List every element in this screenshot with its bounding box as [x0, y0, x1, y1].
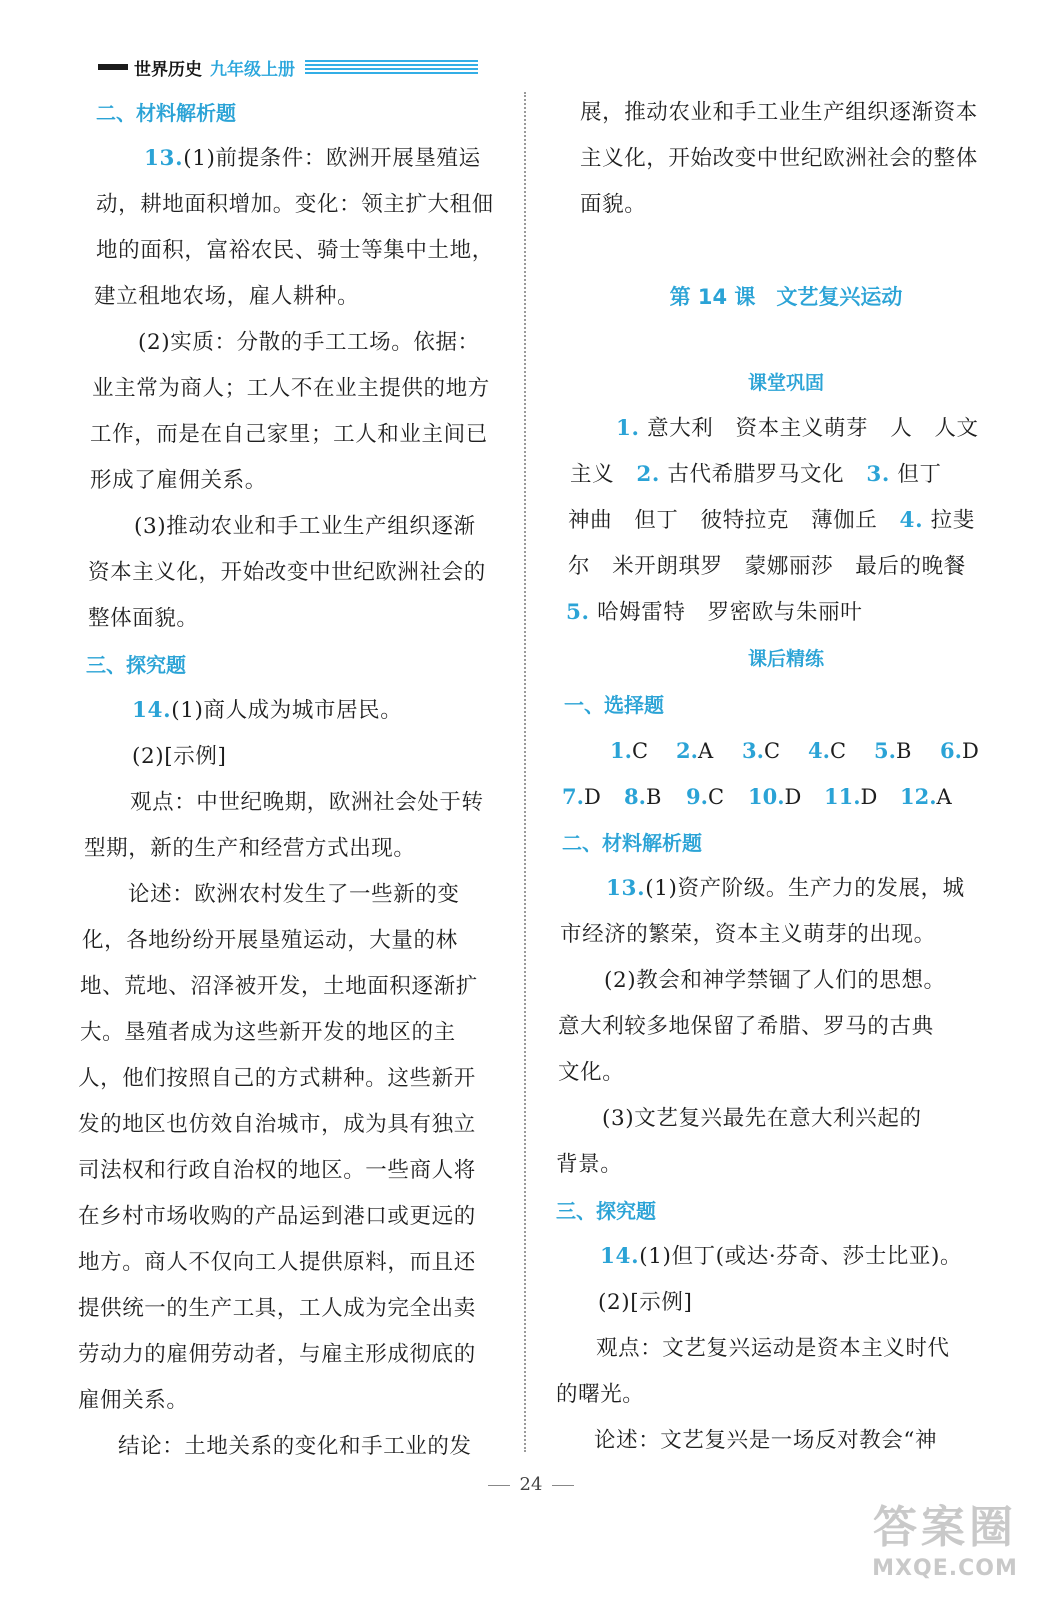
answer-item: 7.D	[562, 784, 601, 809]
text-line: 观点：中世纪晚期，欧洲社会处于转	[130, 790, 484, 815]
text-line: 雇佣关系。	[78, 1388, 189, 1413]
right-column	[556, 90, 1016, 1464]
section-heading: 一、选择题	[564, 693, 664, 717]
text-line: 建立租地农场，雇人耕种。	[94, 284, 360, 309]
text-line: 劳动力的雇佣劳动者，与雇主形成彻底的	[78, 1342, 476, 1367]
header-bar	[98, 64, 128, 70]
text-line: 形成了雇佣关系。	[90, 468, 267, 493]
question-number: 13.	[144, 146, 184, 171]
text-line: 人，他们按照自己的方式耕种。这些新开	[78, 1066, 476, 1091]
text-line: 观点：文艺复兴运动是资本主义时代	[596, 1336, 950, 1361]
header-subject: 世界历史	[134, 59, 202, 80]
text-line: 地方。商人不仅向工人提供原料，而且还	[78, 1250, 476, 1275]
answer-item: 4.C	[808, 738, 847, 763]
page-number: 24	[0, 1474, 1062, 1495]
answer-item: 8.B	[624, 784, 662, 809]
answer-row	[556, 774, 1016, 820]
spacer	[556, 320, 1016, 360]
answer-item: 5.B	[874, 738, 912, 763]
answer-item: 1.C	[610, 738, 649, 763]
spacer	[556, 228, 1016, 274]
text-line: (2)[示例]	[132, 744, 227, 769]
text-line: 发的地区也仿效自治城市，成为具有独立	[78, 1112, 476, 1137]
text-line: 1. 意大利 资本主义萌芽 人 人文	[616, 416, 979, 441]
subsection-heading: 课后精练	[747, 648, 824, 670]
text-line: (3)推动农业和手工业生产组织逐渐	[134, 514, 476, 539]
text-line: 在乡村市场收购的产品运到港口或更远的	[78, 1204, 476, 1229]
text-line: 业主常为商人；工人不在业主提供的地方	[92, 376, 490, 401]
answer-item: 10.D	[748, 784, 802, 809]
watermark-logo	[840, 1500, 1050, 1596]
text-line: 文化。	[558, 1060, 625, 1085]
text-line: 地、荒地、沼泽被开发，土地面积逐渐扩	[80, 974, 478, 999]
subsection-heading: 课堂巩固	[747, 372, 824, 394]
text-line: 整体面貌。	[88, 606, 199, 631]
text-line: 14.(1)但丁(或达·芬奇、莎士比亚)。	[600, 1244, 963, 1269]
text-line: 14.(1)商人成为城市居民。	[132, 698, 403, 723]
answer-item: 6.D	[940, 738, 979, 763]
text-line: 型期，新的生产和经营方式出现。	[84, 836, 416, 861]
text-line: 主义 2. 古代希腊罗马文化 3. 但丁	[570, 462, 942, 487]
text-line: (3)文艺复兴最先在意大利兴起的	[602, 1106, 922, 1131]
text-line: 意大利较多地保留了希腊、罗马的古典	[558, 1014, 934, 1039]
question-number: 14.	[600, 1244, 640, 1269]
text-line: 5. 哈姆雷特 罗密欧与朱丽叶	[566, 600, 863, 625]
text-line: 主义化，开始改变中世纪欧洲社会的整体	[580, 146, 978, 171]
answer-item: 2.A	[676, 738, 714, 763]
question-number: 4.	[899, 508, 924, 533]
answer-item: 12.A	[900, 784, 952, 809]
watermark-text: 答案圈	[873, 1502, 1017, 1553]
text-line: (2)[示例]	[598, 1290, 693, 1315]
header-grade: 九年级上册	[210, 59, 295, 80]
text-line: 论述：欧洲农村发生了一些新的变	[128, 882, 460, 907]
text-line: 尔 米开朗琪罗 蒙娜丽莎 最后的晚餐	[568, 554, 966, 579]
question-number: 3.	[866, 462, 890, 487]
text-line: 神曲 但丁 彼特拉克 薄伽丘 4. 拉斐	[568, 508, 975, 533]
question-number: 14.	[132, 698, 172, 723]
text-line: 地的面积，富裕农民、骑士等集中土地，	[96, 238, 494, 263]
text-line: 论述：文艺复兴是一场反对教会“神	[594, 1428, 938, 1453]
text-line: 的曙光。	[556, 1382, 645, 1407]
text-line: 背景。	[556, 1152, 623, 1177]
question-number: 5.	[566, 600, 590, 625]
text-line: 工作，而是在自己家里；工人和业主间已	[90, 422, 488, 447]
answer-item: 11.D	[824, 784, 878, 809]
answer-item: 9.C	[686, 784, 725, 809]
header-stripes	[305, 60, 478, 74]
lesson-title: 第 14 课 文艺复兴运动	[669, 285, 903, 309]
question-number: 2.	[636, 462, 660, 487]
answer-item: 3.C	[742, 738, 781, 763]
text-line: 13.(1)资产阶级。生产力的发展，城	[606, 876, 965, 901]
text-line: 司法权和行政自治权的地区。一些商人将	[78, 1158, 476, 1183]
text-line: (2)实质：分散的手工工场。依据：	[138, 330, 480, 355]
question-number: 1.	[616, 416, 640, 441]
text-line: 面貌。	[580, 192, 647, 217]
text-line: 结论：土地关系的变化和手工业的发	[118, 1434, 472, 1459]
text-line: 动，耕地面积增加。变化：领主扩大租佃	[96, 192, 494, 217]
answer-row	[556, 728, 1016, 774]
text-line: 提供统一的生产工具，工人成为完全出卖	[78, 1296, 476, 1321]
section-heading: 二、材料解析题	[562, 831, 702, 855]
question-number: 13.	[606, 876, 646, 901]
section-heading: 三、探究题	[86, 653, 186, 677]
text-line: (2)教会和神学禁锢了人们的思想。	[604, 968, 946, 993]
text-line: 资本主义化，开始改变中世纪欧洲社会的	[88, 560, 486, 585]
watermark-url: MXQE.COM	[872, 1556, 1018, 1581]
text-line: 展，推动农业和手工业生产组织逐渐资本	[580, 100, 978, 125]
running-header	[98, 54, 478, 80]
section-heading: 二、材料解析题	[96, 101, 236, 125]
text-line: 13.(1)前提条件：欧洲开展垦殖运	[144, 146, 481, 171]
section-heading: 三、探究题	[556, 1199, 656, 1223]
left-column	[78, 90, 538, 1470]
text-line: 大。垦殖者成为这些新开发的地区的主	[80, 1020, 456, 1045]
text-line: 市经济的繁荣，资本主义萌芽的出现。	[560, 922, 936, 947]
text-line: 化，各地纷纷开展垦殖运动，大量的林	[82, 928, 458, 953]
